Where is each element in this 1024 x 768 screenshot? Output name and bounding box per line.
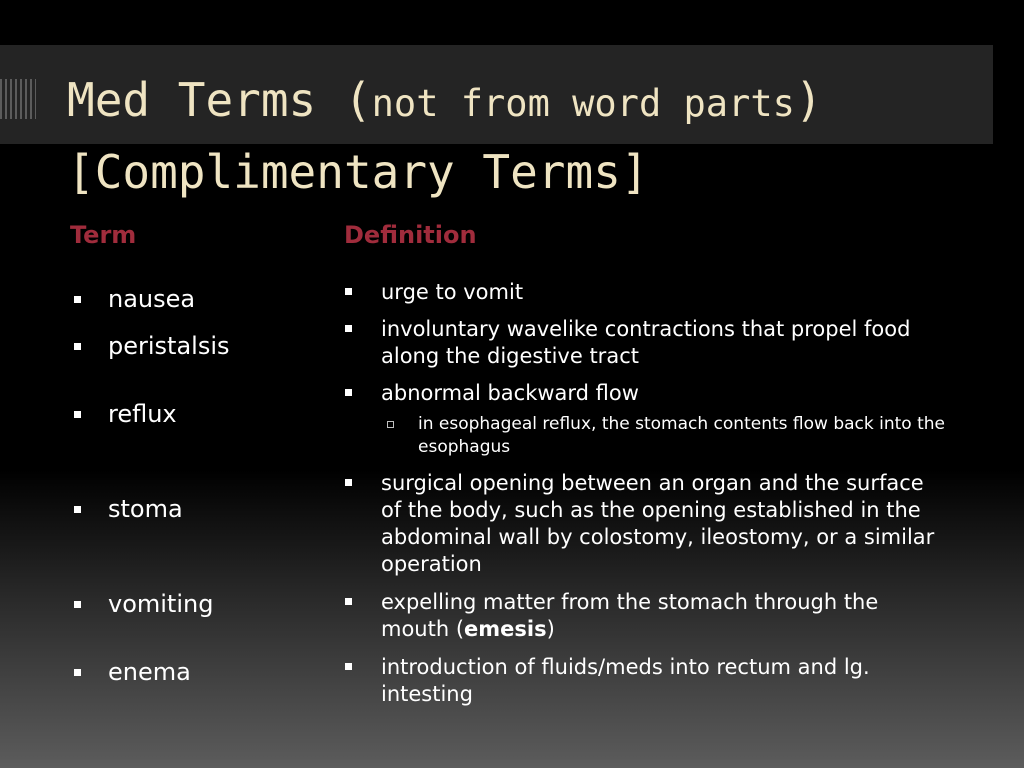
definition-text: introduction of fluids/meds into rectum and lg. intesting <box>381 655 870 706</box>
definition-text <box>381 589 945 643</box>
title-close: ) <box>794 73 823 127</box>
square-bullet-icon <box>74 601 81 608</box>
term-label: stoma <box>108 495 183 523</box>
square-bullet-icon <box>74 411 81 418</box>
title-line2: [Complimentary Terms] <box>67 145 649 199</box>
definition-text: surgical opening between an organ and the surface of the body, such as the opening established in the abdominal wall by colostomy, ileostomy, or a similar operation <box>381 471 935 576</box>
hollow-square-bullet-icon <box>387 421 394 428</box>
definition-item <box>345 380 945 407</box>
sub-definition-text: in esophageal reflux, the stomach contents flow back into the esophagus <box>418 414 945 457</box>
definition-text-close: ) <box>546 617 555 641</box>
title-main: Med Terms ( <box>67 73 372 127</box>
definition-text: urge to vomit <box>381 280 524 304</box>
sub-definition-item <box>387 413 957 459</box>
definition-item <box>345 589 945 643</box>
definition-text: abnormal backward flow <box>381 381 639 405</box>
square-bullet-icon <box>345 479 352 486</box>
square-bullet-icon <box>345 663 352 670</box>
term-column-header: Term <box>70 221 137 249</box>
square-bullet-icon <box>74 296 81 303</box>
definition-column-header: Definition <box>344 221 477 249</box>
definition-emphasis: emesis <box>464 617 547 641</box>
term-label: reflux <box>108 400 177 428</box>
definition-item <box>345 316 945 370</box>
slide-title <box>67 66 823 206</box>
square-bullet-icon <box>74 669 81 676</box>
definition-item <box>345 654 945 708</box>
term-label: enema <box>108 658 191 686</box>
definition-item <box>345 470 945 578</box>
definition-item <box>345 279 945 306</box>
decorative-stripes <box>0 79 36 119</box>
square-bullet-icon <box>74 343 81 350</box>
square-bullet-icon <box>345 598 352 605</box>
term-label: nausea <box>108 285 196 313</box>
definition-text: involuntary wavelike contractions that propel food along the digestive tract <box>381 317 911 368</box>
square-bullet-icon <box>345 288 352 295</box>
square-bullet-icon <box>345 389 352 396</box>
square-bullet-icon <box>345 325 352 332</box>
term-label: peristalsis <box>108 332 230 360</box>
term-label: vomiting <box>108 590 214 618</box>
title-small: not from word parts <box>371 82 795 125</box>
square-bullet-icon <box>74 506 81 513</box>
definition-text-main: expelling matter from the stomach through the mouth ( <box>381 590 879 641</box>
